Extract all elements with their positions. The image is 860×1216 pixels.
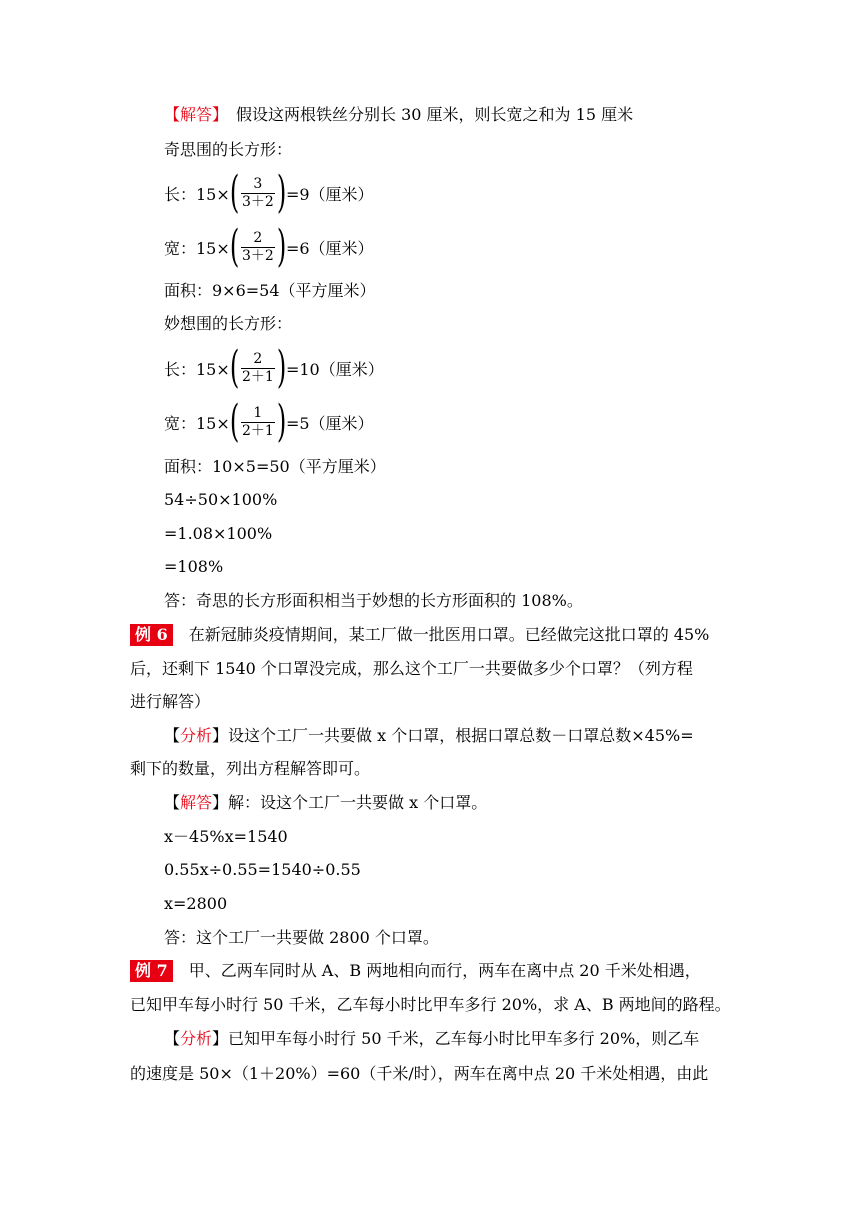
fraction: $\frac{2}{3+2}$: [241, 229, 274, 264]
miaoxiang-area: 面积：10×5=50（平方厘米）: [164, 457, 386, 476]
example-7-badge: 例 7: [130, 960, 173, 982]
example-6-equation-2: 0.55x÷0.55=1540÷0.55: [164, 860, 361, 879]
solution-line-intro: 【解答】 假设这两根铁丝分别长 30 厘米，则长宽之和为 15 厘米: [164, 105, 634, 124]
example-6-badge: 例 6: [130, 624, 173, 646]
example-6-answer: 答：这个工厂一共要做 2800 个口罩。: [164, 928, 439, 947]
example-6-equation-1: x－45%x=1540: [164, 827, 288, 846]
example-6-question-line-2: 后，还剩下 1540 个口罩没完成，那么这个工厂一共要做多少个口罩？（列方程: [130, 659, 693, 678]
example-6-solution-line: 【解答】解：设这个工厂一共要做 x 个口罩。: [164, 793, 488, 812]
example-7-analysis-line-2: 的速度是 50×（1＋20%）=60（千米/时），两车在离中点 20 千米处相遇，由此: [130, 1064, 709, 1083]
example-6-analysis-line-1: 【分析】设这个工厂一共要做 x 个口罩，根据口罩总数－口罩总数×45%=: [164, 726, 694, 745]
miaoxiang-length: 长：15× ( $\frac{2}{2+1}$ ) =10（厘米）: [164, 342, 384, 393]
qisi-heading: 奇思围的长方形：: [164, 140, 293, 159]
example-7-question-line-2: 已知甲车每小时行 50 千米，乙车每小时比甲车多行 20%，求 A、B 两地间的路程。: [130, 995, 731, 1014]
fraction: $\frac{2}{2+1}$: [241, 350, 274, 385]
calc-line-3: =108%: [164, 557, 224, 576]
example-7-analysis-line-1: 【分析】已知甲车每小时行 50 千米，乙车每小时比甲车多行 20%，则乙车: [164, 1029, 700, 1048]
qisi-length: 长：15× ( $\frac{3}{3+2}$ ) =9（厘米）: [164, 167, 374, 218]
example-6-equation-3: x=2800: [164, 894, 228, 913]
answer-line: 答：奇思的长方形面积相当于妙想的长方形面积的 108%。: [164, 591, 583, 610]
calc-line-1: 54÷50×100%: [164, 490, 278, 509]
solution-tag: 解答: [180, 793, 213, 812]
example-6-analysis-line-2: 剩下的数量，列出方程解答即可。: [130, 759, 371, 778]
miaoxiang-heading: 妙想围的长方形：: [164, 314, 293, 333]
example-6-question-line-3: 进行解答）: [130, 692, 211, 711]
qisi-area: 面积：9×6=54（平方厘米）: [164, 281, 376, 300]
analysis-tag: 分析: [180, 1029, 213, 1048]
calc-line-2: =1.08×100%: [164, 524, 273, 543]
fraction: $\frac{3}{3+2}$: [241, 175, 274, 210]
fraction: $\frac{1}{2+1}$: [241, 404, 274, 439]
example-6-question-line-1: 例 6 在新冠肺炎疫情期间，某工厂做一批医用口罩。已经做完这批口罩的 45%: [130, 624, 709, 646]
analysis-tag: 分析: [180, 726, 213, 745]
miaoxiang-width: 宽：15× ( $\frac{1}{2+1}$ ) =5（厘米）: [164, 396, 374, 447]
qisi-width: 宽：15× ( $\frac{2}{3+2}$ ) =6（厘米）: [164, 221, 374, 272]
solution-tag: 【解答】: [164, 105, 221, 124]
example-7-question-line-1: 例 7 甲、乙两车同时从 A、B 两地相向而行，两车在离中点 20 千米处相遇，: [130, 960, 701, 982]
